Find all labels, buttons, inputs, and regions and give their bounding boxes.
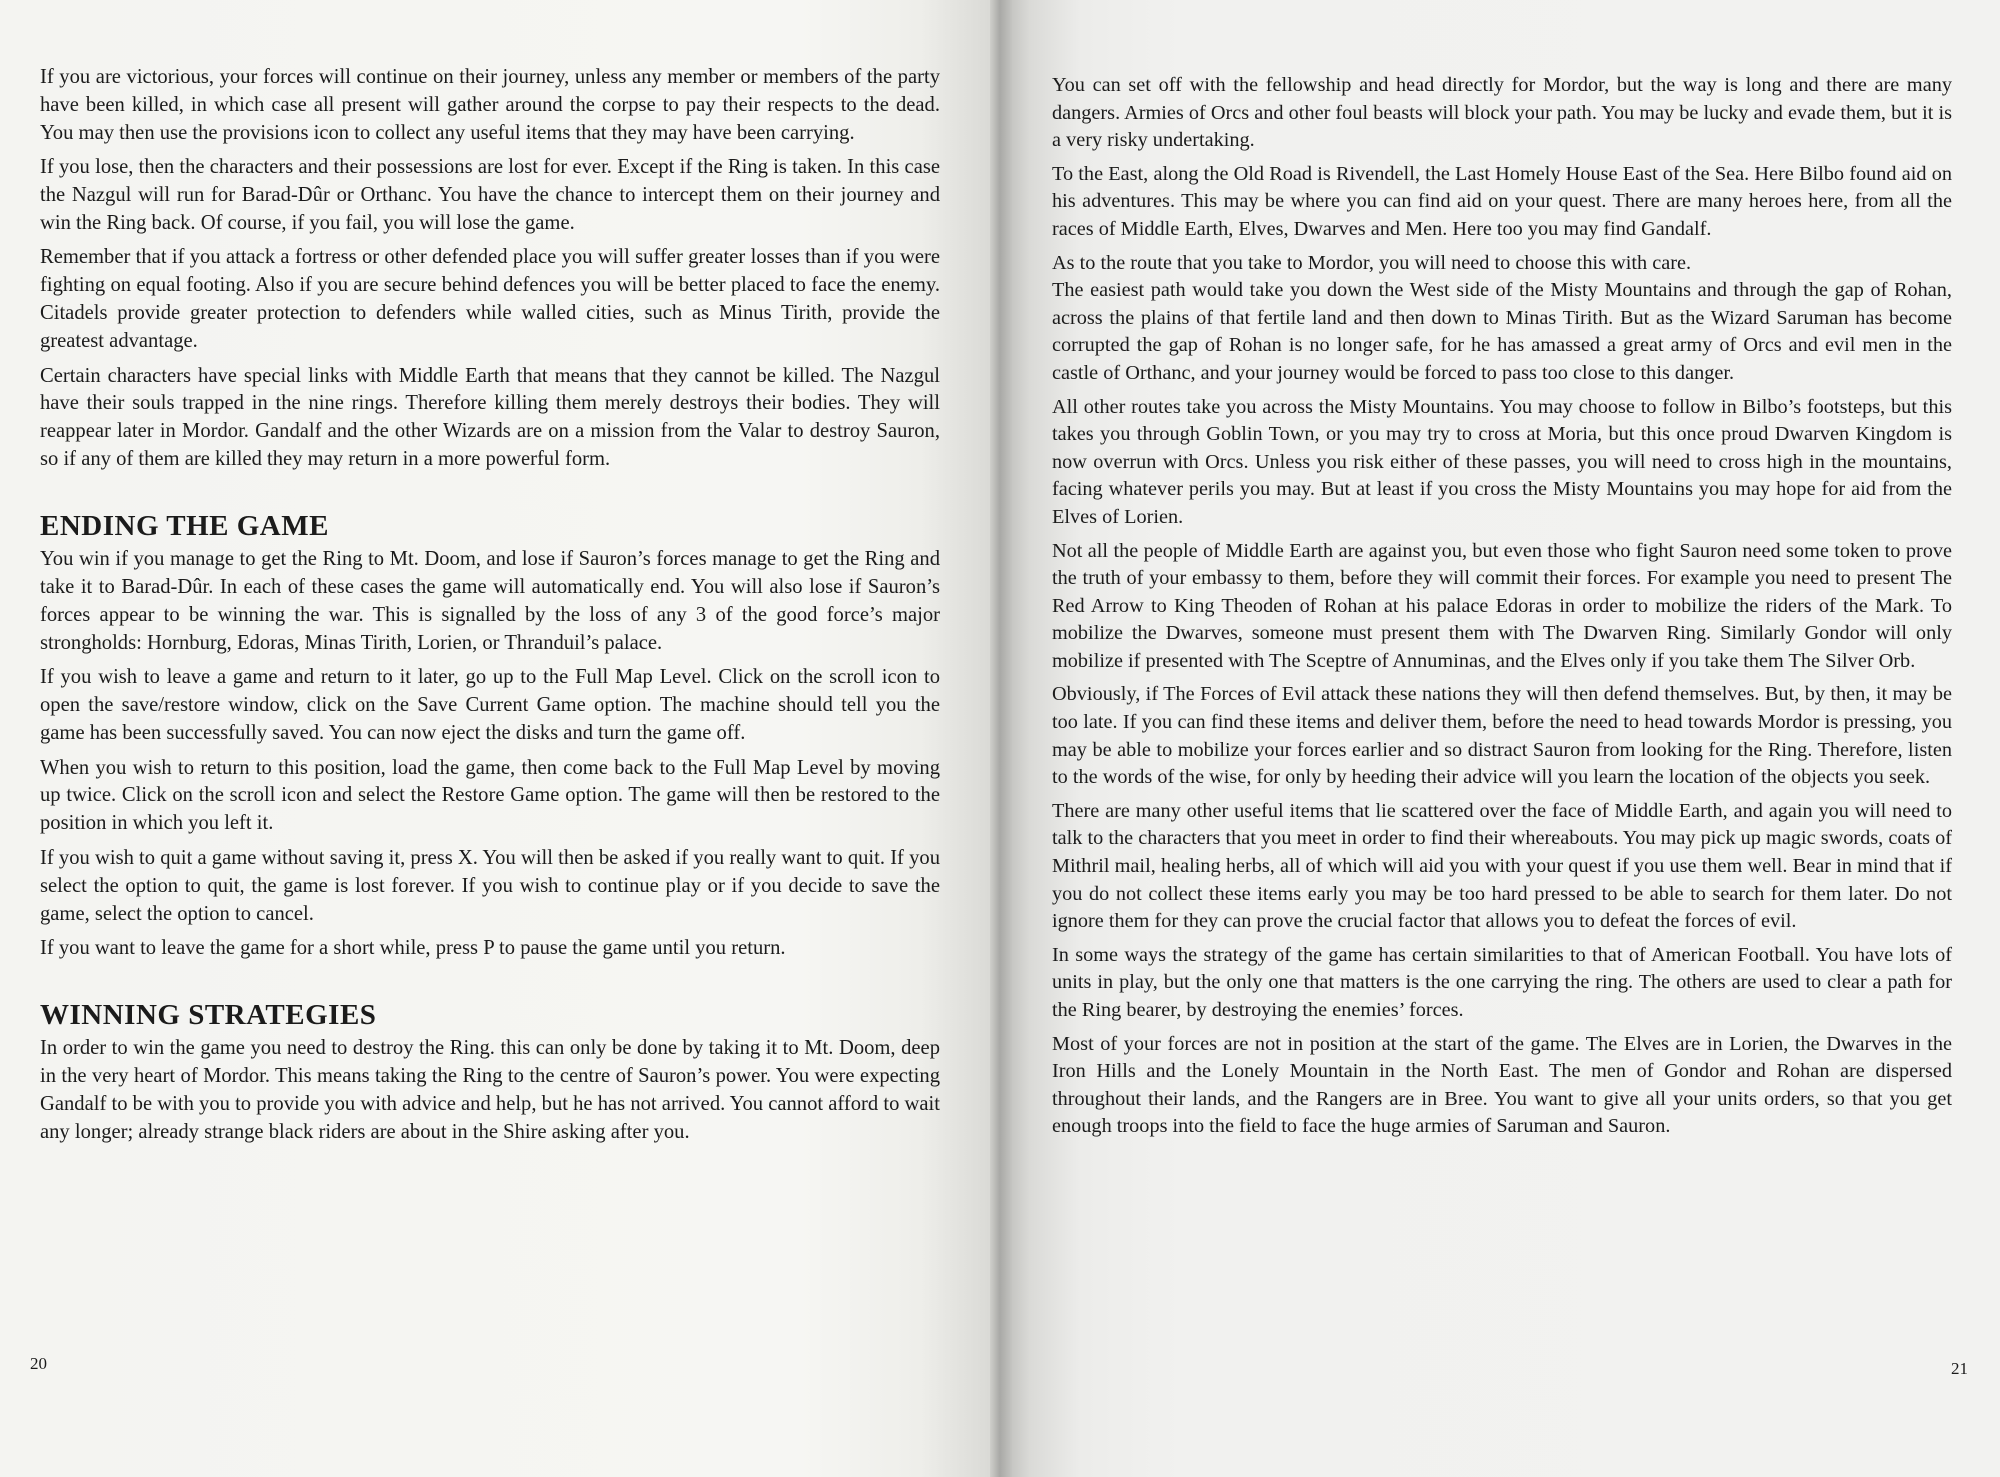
paragraph: If you want to leave the game for a short while, press P to pause the game until you return.: [40, 936, 786, 959]
paragraph: Remember that if you attack a fortress or other defended place you will suffer greater losses than if you were fighting on equal footing. Also if you are secure behind defences you will be better placed to face the enemy. Citadels provide greater protection to defenders while walled cities, such as Minus Tirith, provide the greatest advantage.: [40, 246, 940, 353]
paragraph: Not all the people of Middle Earth are against you, but even those who fight Sauron need some token to prove the truth of your embassy to them, before they will commit their forces. For example you need to present The Red Arrow to King Theoden of Rohan at his palace Edoras in order to mobilize the riders of the Mark. To mobilize the Dwarves, someone must present them with The Dwarven Ring. Similarly Gondor will only mobilize if presented with The Sceptre of Annuminas, and the Elves only if you take them The Silver Orb.: [1052, 539, 1952, 672]
paragraph: The easiest path would take you down the West side of the Misty Mountains and through the gap of Rohan, across the plains of that fertile land and then down to Minas Tirith. But as the Wizard Saruman has become corrupted the gap of Rohan is no longer safe, for he has amassed a great army of Orcs and evil men in the castle of Orthanc, and your journey would be forced to pass too close to this danger.: [1052, 279, 1952, 384]
heading-ending-the-game: ENDING THE GAME: [40, 510, 329, 543]
paragraph: All other routes take you across the Misty Mountains. You may choose to follow in Bilbo’s footsteps, but this takes you through Goblin Town, or you may try to cross at Moria, but this once proud Dwarven Kingdom is now overrun with Orcs. Unless you risk either of these passes, you will need to cross high in the mountains, facing whatever perils you may. But at least if you cross the Misty Mountains you may hope for aid from the Elves of Lorien.: [1052, 395, 1952, 528]
paragraph: Obviously, if The Forces of Evil attack these nations they will then defend themselves. But, by then, it may be too late. If you can find these items and deliver them, before the need to head towards Mordor is pressing, you may be able to mobilize your forces earlier and so distract Sauron from looking for the Ring. Therefore, listen to the words of the wise, for only by heeding their advice will you learn the location of the objects you seek.: [1052, 683, 1952, 789]
paragraph: If you wish to quit a game without saving it, press X. You will then be asked if you really want to quit. If you select the option to quit, the game is lost forever. If you wish to continue play or if you decide to save the game, select the option to cancel.: [40, 846, 940, 925]
page-number-left: 20: [30, 1354, 47, 1373]
paragraph: In order to win the game you need to destroy the Ring. this can only be done by taking it to Mt. Doom, deep in the very heart of Mordor. This means taking the Ring to the centre of Sauron’s power. You were expecting Gandalf to be with you to provide you with advice and help, but he has not arrived. You cannot afford to wait any longer; already strange black riders are about in the Shire asking after you.: [40, 1036, 940, 1143]
paragraph: If you lose, then the characters and their possessions are lost for ever. Except if the Ring is taken. In this case the Nazgul will run for Barad-Dûr or Orthanc. You have the chance to intercept them on their journey and win the Ring back. Of course, if you fail, you will lose the game.: [40, 156, 940, 235]
heading-winning-strategies: WINNING STRATEGIES: [40, 998, 377, 1031]
paragraph: If you are victorious, your forces will continue on their journey, unless any member or members of the party have been killed, in which case all present will gather around the corpse to pay their respects to the dead. You may then use the provisions icon to collect any useful items that they may have been carrying.: [40, 66, 940, 144]
book-gutter: [990, 0, 1012, 1477]
paragraph: You win if you manage to get the Ring to Mt. Doom, and lose if Sauron’s forces manage to get the Ring and take it to Barad-Dûr. In each of these cases the game will automatically end. You will also lose if Sauron’s forces appear to be winning the war. This is signalled by the loss of any 3 of the good force’s major strongholds: Hornburg, Edoras, Minas Tirith, Lorien, or Thranduil’s palace.: [40, 548, 940, 654]
paragraph: You can set off with the fellowship and head directly for Mordor, but the way is long and there are many dangers. Armies of Orcs and other foul beasts will block your path. You may be lucky and evade them, but it is a very risky undertaking.: [1052, 74, 1952, 152]
paragraph: To the East, along the Old Road is Rivendell, the Last Homely House East of the Sea. Here Bilbo found aid on his adventures. This may be where you can find aid on your quest. There are many heroes here, from all the races of Middle Earth, Elves, Dwarves and Men. Here too you may find Gandalf.: [1052, 162, 1952, 240]
paragraph: As to the route that you take to Mordor, you will need to choose this with care.: [1052, 251, 1692, 274]
paragraph: Most of your forces are not in position at the start of the game. The Elves are in Lorien, the Dwarves in the Iron Hills and the Lonely Mountain in the North East. The men of Gondor and Rohan are dispersed throughout their lands, and the Rangers are in Bree. You want to give all your units orders, so that you get enough troops into the field to face the huge armies of Saruman and Sauron.: [1052, 1032, 1952, 1138]
paragraph: If you wish to leave a game and return to it later, go up to the Full Map Level. Click on the scroll icon to open the save/restore window, click on the Save Current Game option. The machine should tell you the game has been successfully saved. You can now eject the disks and turn the game off.: [40, 666, 940, 745]
right-page: [1000, 0, 2000, 1477]
paragraph: In some ways the strategy of the game has certain similarities to that of American Football. You have lots of units in play, but the only one that matters is the one carrying the ring. The others are used to clear a path for the Ring bearer, by destroying the enemies’ forces.: [1052, 943, 1952, 1021]
paragraph: When you wish to return to this position, load the game, then come back to the Full Map Level by moving up twice. Click on the scroll icon and select the Restore Game option. The game will then be restored to the position in which you left it.: [40, 756, 940, 835]
page-number-right: 21: [1951, 1359, 1968, 1378]
paragraph: Certain characters have special links with Middle Earth that means that they cannot be killed. The Nazgul have their souls trapped in the nine rings. Therefore killing them merely destroys their bodies. They will reappear later in Mordor. Gandalf and the other Wizards are on a mission from the Valar to destroy Sauron, so if any of them are killed they may return in a more powerful form.: [40, 364, 940, 471]
paragraph: There are many other useful items that lie scattered over the face of Middle Earth, and again you will need to talk to the characters that you meet in order to find their whereabouts. You may pick up magic swords, coats of Mithril mail, healing herbs, all of which will aid you with your quest if you use them well. Bear in mind that if you do not collect these items early you may be too hard pressed to be able to search for them later. Do not ignore them for they can prove the crucial factor that allows you to defeat the forces of evil.: [1052, 799, 1952, 933]
